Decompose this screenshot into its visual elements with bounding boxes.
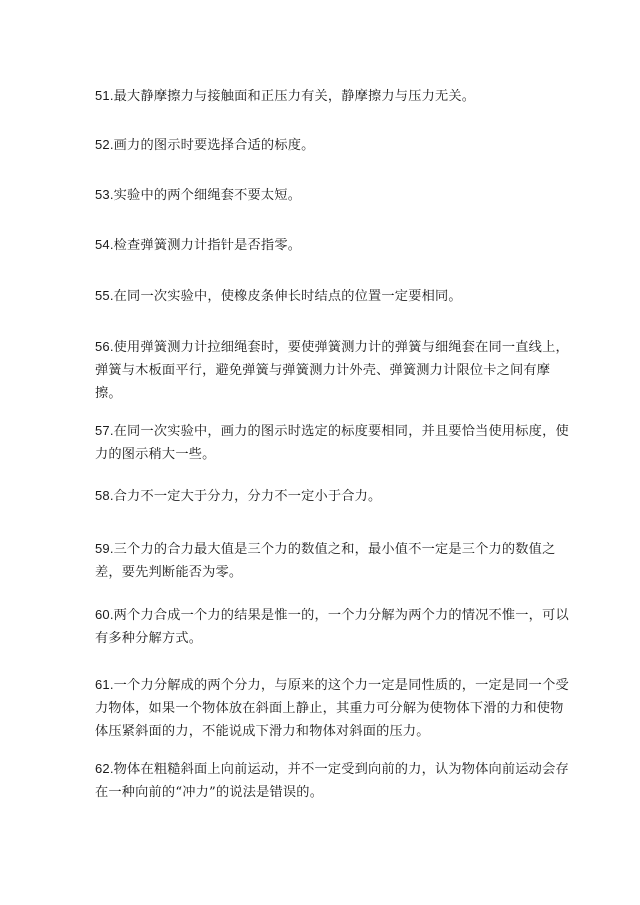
item-text: 在同一次实验中，使橡皮条伸长时结点的位置一定要相同。 xyxy=(113,289,462,304)
item-text: 一个力分解成的两个分力，与原来的这个力一定是同性质的，一定是同一个受 xyxy=(113,678,569,693)
item-text-continued: 体压紧斜面的力，不能说成下滑力和物体对斜面的压力。 xyxy=(95,724,430,739)
item-number: 57. xyxy=(95,423,114,438)
item-text: 使用弹簧测力计拉细绳套时，要使弹簧测力计的弹簧与细绳套在同一直线上， xyxy=(113,340,569,355)
item-text: 检查弹簧测力计指针是否指零。 xyxy=(113,238,302,253)
item-text: 在同一次实验中，画力的图示时选定的标度要相同，并且要恰当使用标度，使 xyxy=(113,424,569,439)
item-number: 55. xyxy=(95,288,114,303)
item-text-continued: 差，要先判断能否为零。 xyxy=(95,565,243,580)
item-text-continued: 擦。 xyxy=(95,386,122,401)
item-text-continued: 力的图示稍大一些。 xyxy=(95,447,216,462)
item-number: 51. xyxy=(95,88,114,103)
item-54 xyxy=(95,233,555,257)
item-number: 54. xyxy=(95,237,114,252)
item-57 xyxy=(95,419,569,466)
item-text: 三个力的合力最大值是三个力的数值之和，最小值不一定是三个力的数值之 xyxy=(113,542,556,557)
item-text: 两个力合成一个力的结果是惟一的，一个力分解为两个力的情况不惟一，可以 xyxy=(113,608,569,623)
item-62 xyxy=(95,757,569,804)
item-60 xyxy=(95,603,569,650)
item-text-continued: 力物体，如果一个物体放在斜面上静止，其重力可分解为使物体下滑的力和使物 xyxy=(95,701,564,716)
item-text-continued: 在一种向前的“冲力”的说法是错误的。 xyxy=(95,785,324,800)
item-51 xyxy=(95,84,555,108)
item-number: 58. xyxy=(95,488,114,503)
item-text-continued: 有多种分解方式。 xyxy=(95,631,203,646)
item-number: 59. xyxy=(95,541,114,556)
item-number: 61. xyxy=(95,677,114,692)
item-number: 62. xyxy=(95,761,114,776)
item-text: 最大静摩擦力与接触面和正压力有关，静摩擦力与压力无关。 xyxy=(113,89,476,104)
item-text: 实验中的两个细绳套不要太短。 xyxy=(113,188,302,203)
item-text: 物体在粗糙斜面上向前运动，并不一定受到向前的力，认为物体向前运动会存 xyxy=(113,762,569,777)
item-61 xyxy=(95,673,569,743)
item-text-continued: 弹簧与木板面平行，避免弹簧与弹簧测力计外壳、弹簧测力计限位卡之间有摩 xyxy=(95,363,551,378)
item-text: 画力的图示时要选择合适的标度。 xyxy=(113,138,315,153)
item-53 xyxy=(95,183,555,207)
item-55 xyxy=(95,284,555,308)
item-59 xyxy=(95,537,555,584)
item-number: 60. xyxy=(95,607,114,622)
item-56 xyxy=(95,335,569,405)
item-58 xyxy=(95,484,555,508)
item-number: 53. xyxy=(95,187,114,202)
item-52 xyxy=(95,133,555,157)
item-text: 合力不一定大于分力，分力不一定小于合力。 xyxy=(113,489,382,504)
item-number: 52. xyxy=(95,137,114,152)
item-number: 56. xyxy=(95,339,114,354)
